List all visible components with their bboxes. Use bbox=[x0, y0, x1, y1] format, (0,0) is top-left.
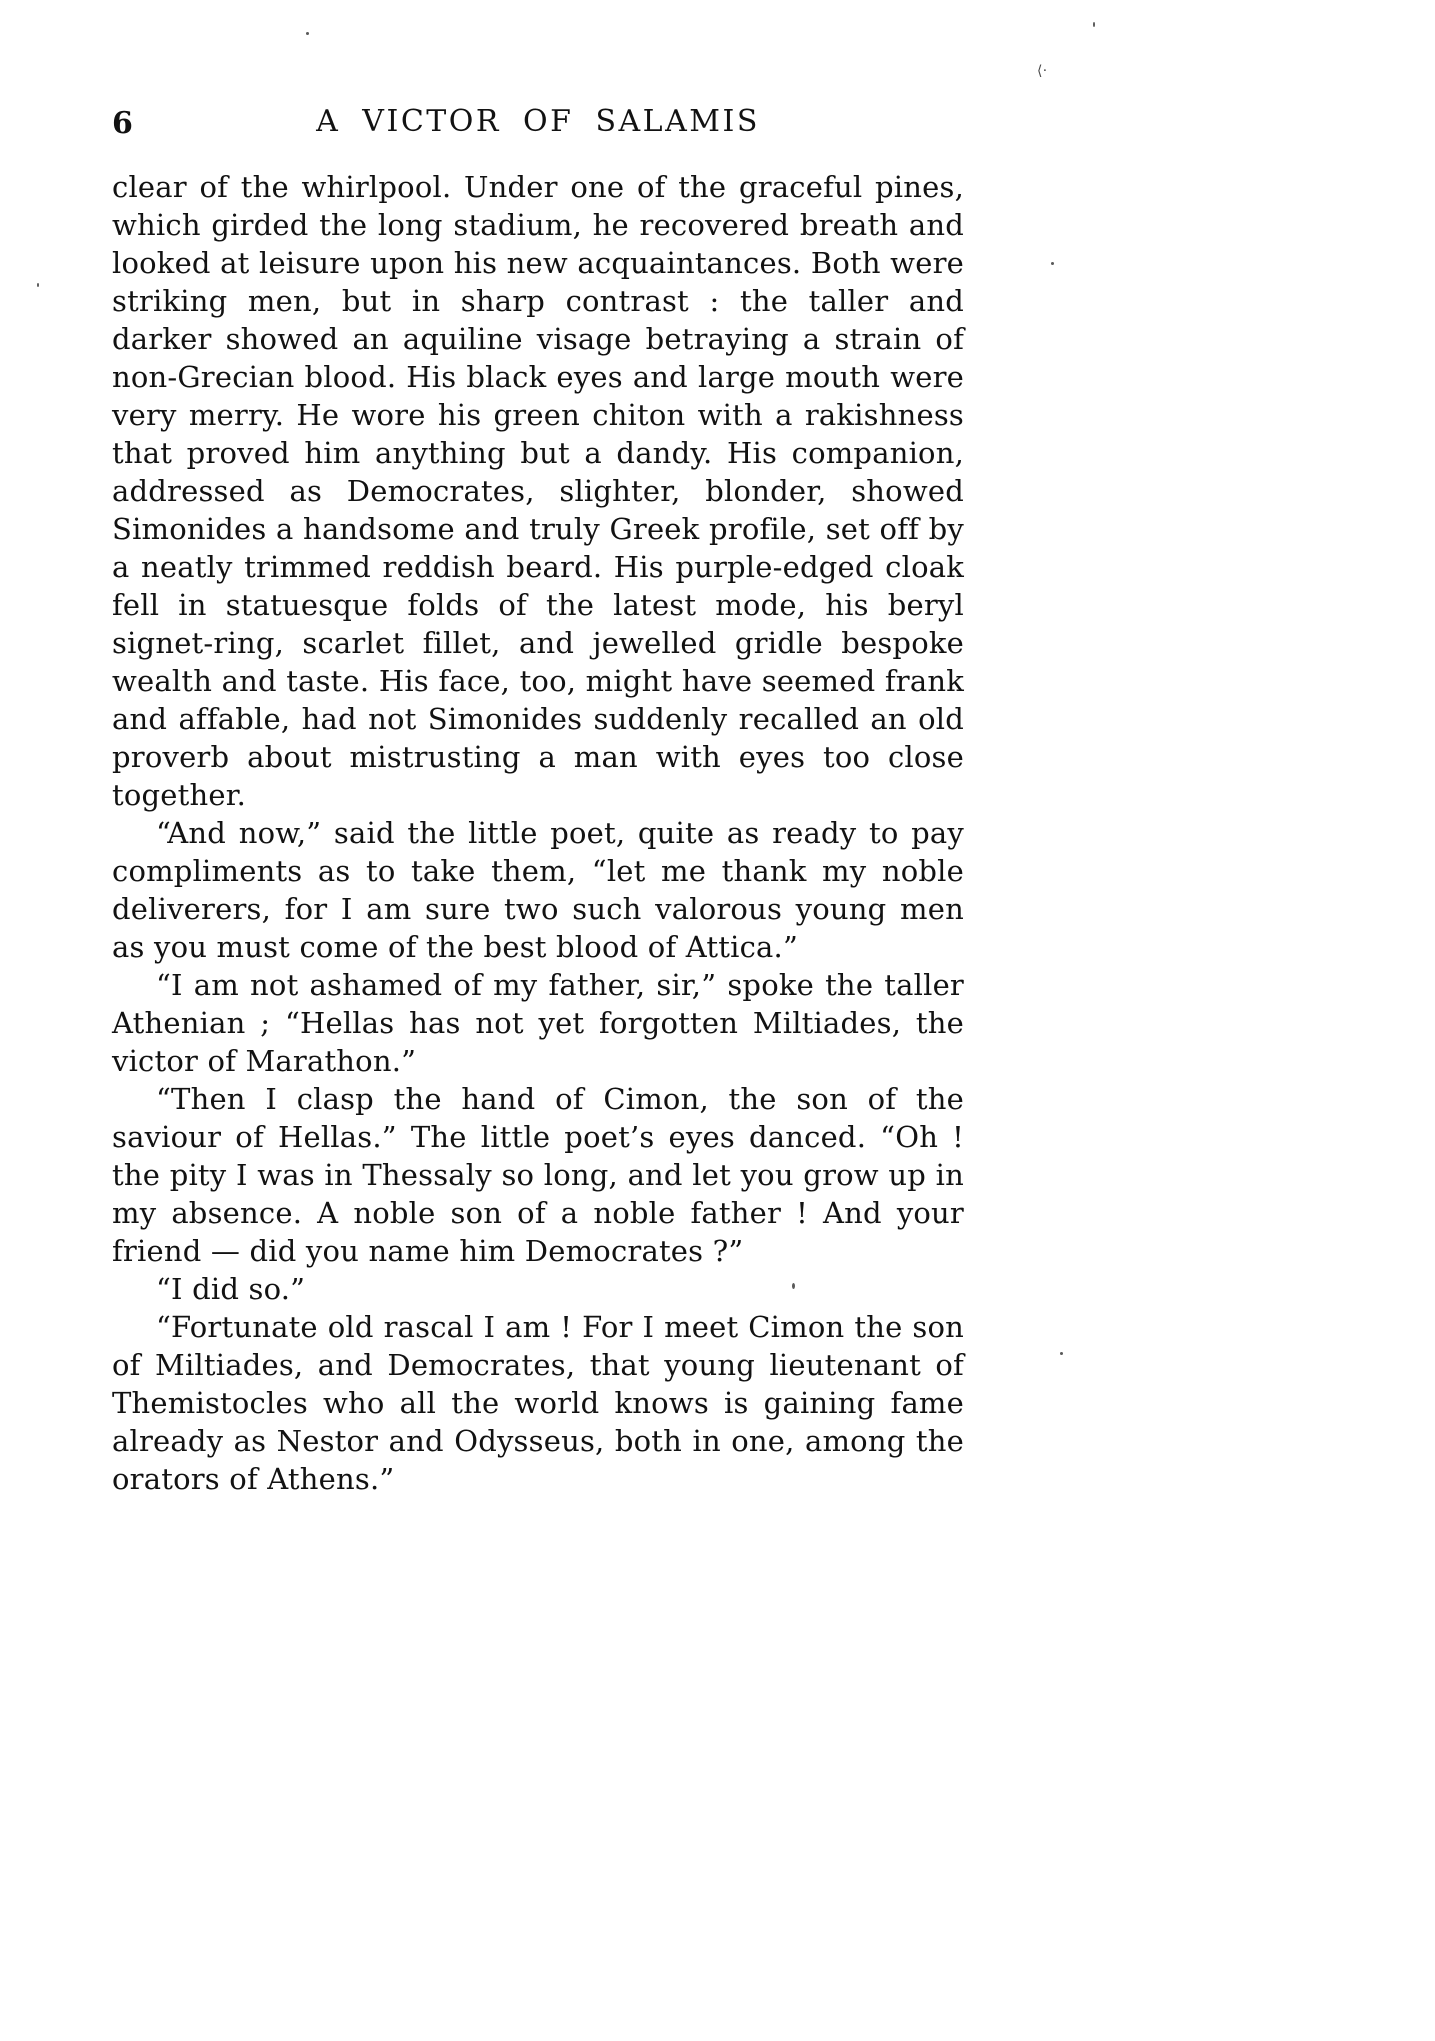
page-number: 6 bbox=[112, 106, 134, 141]
page-header bbox=[112, 104, 964, 142]
scan-speck bbox=[306, 32, 309, 35]
paragraph: “I did so.” bbox=[156, 1272, 306, 1306]
paragraph: “And now,” said the little poet, quite as ready to pay compliments as to take them, “let me thank my noble deliverers, for I am sure two such valorous young men as you must come of the best blood of Attica.” bbox=[112, 816, 964, 964]
paragraph: clear of the whirlpool. Under one of the graceful pines, which girded the long stadium, he recovered breath and looked at leisure upon his new acquaintances. Both were striking men, but in sharp contrast : the taller and darker showed an aquiline visage betraying a strain of non-Grecian blood. His black eyes and large mouth were very merry. He wore his green chiton with a rakishness that proved him anything but a dandy. His companion, addressed as Democrates, slighter, blonder, showed Simonides a handsome and truly Greek profile, set off by a neatly trimmed reddish beard. His purple-edged cloak fell in statuesque folds of the latest mode, his beryl signet-ring, scarlet fillet, and jewelled gridle bespoke wealth and taste. His face, too, might have seemed frank and affable, had not Simonides suddenly recalled an old proverb about mistrusting a man with eyes too close together. bbox=[112, 170, 964, 812]
scan-artifact: ⟨⋅ bbox=[1037, 63, 1048, 79]
scan-speck bbox=[1093, 22, 1095, 27]
scan-speck bbox=[1051, 262, 1054, 265]
running-title: A VICTOR OF SALAMIS bbox=[316, 104, 760, 139]
scan-speck bbox=[1060, 1352, 1063, 1355]
paragraph: “Then I clasp the hand of Cimon, the son of the saviour of Hellas.” The little poet’s eyes danced. “Oh ! the pity I was in Thessaly so long, and let you grow up in my absence. A noble son of a noble father ! And your friend — did you name him Democrates ?” bbox=[112, 1082, 964, 1268]
text-block bbox=[112, 104, 964, 1498]
scan-speck bbox=[37, 283, 39, 287]
page-body bbox=[112, 168, 964, 1498]
paragraph: “I am not ashamed of my father, sir,” spoke the taller Athenian ; “Hellas has not yet forgotten Miltiades, the victor of Marathon.” bbox=[112, 968, 964, 1078]
paragraph: “Fortunate old rascal I am ! For I meet Cimon the son of Miltiades, and Democrates, that young lieutenant of Themistocles who all the world knows is gaining fame already as Nestor and Odysseus, both in one, among the orators of Athens.” bbox=[112, 1310, 964, 1496]
